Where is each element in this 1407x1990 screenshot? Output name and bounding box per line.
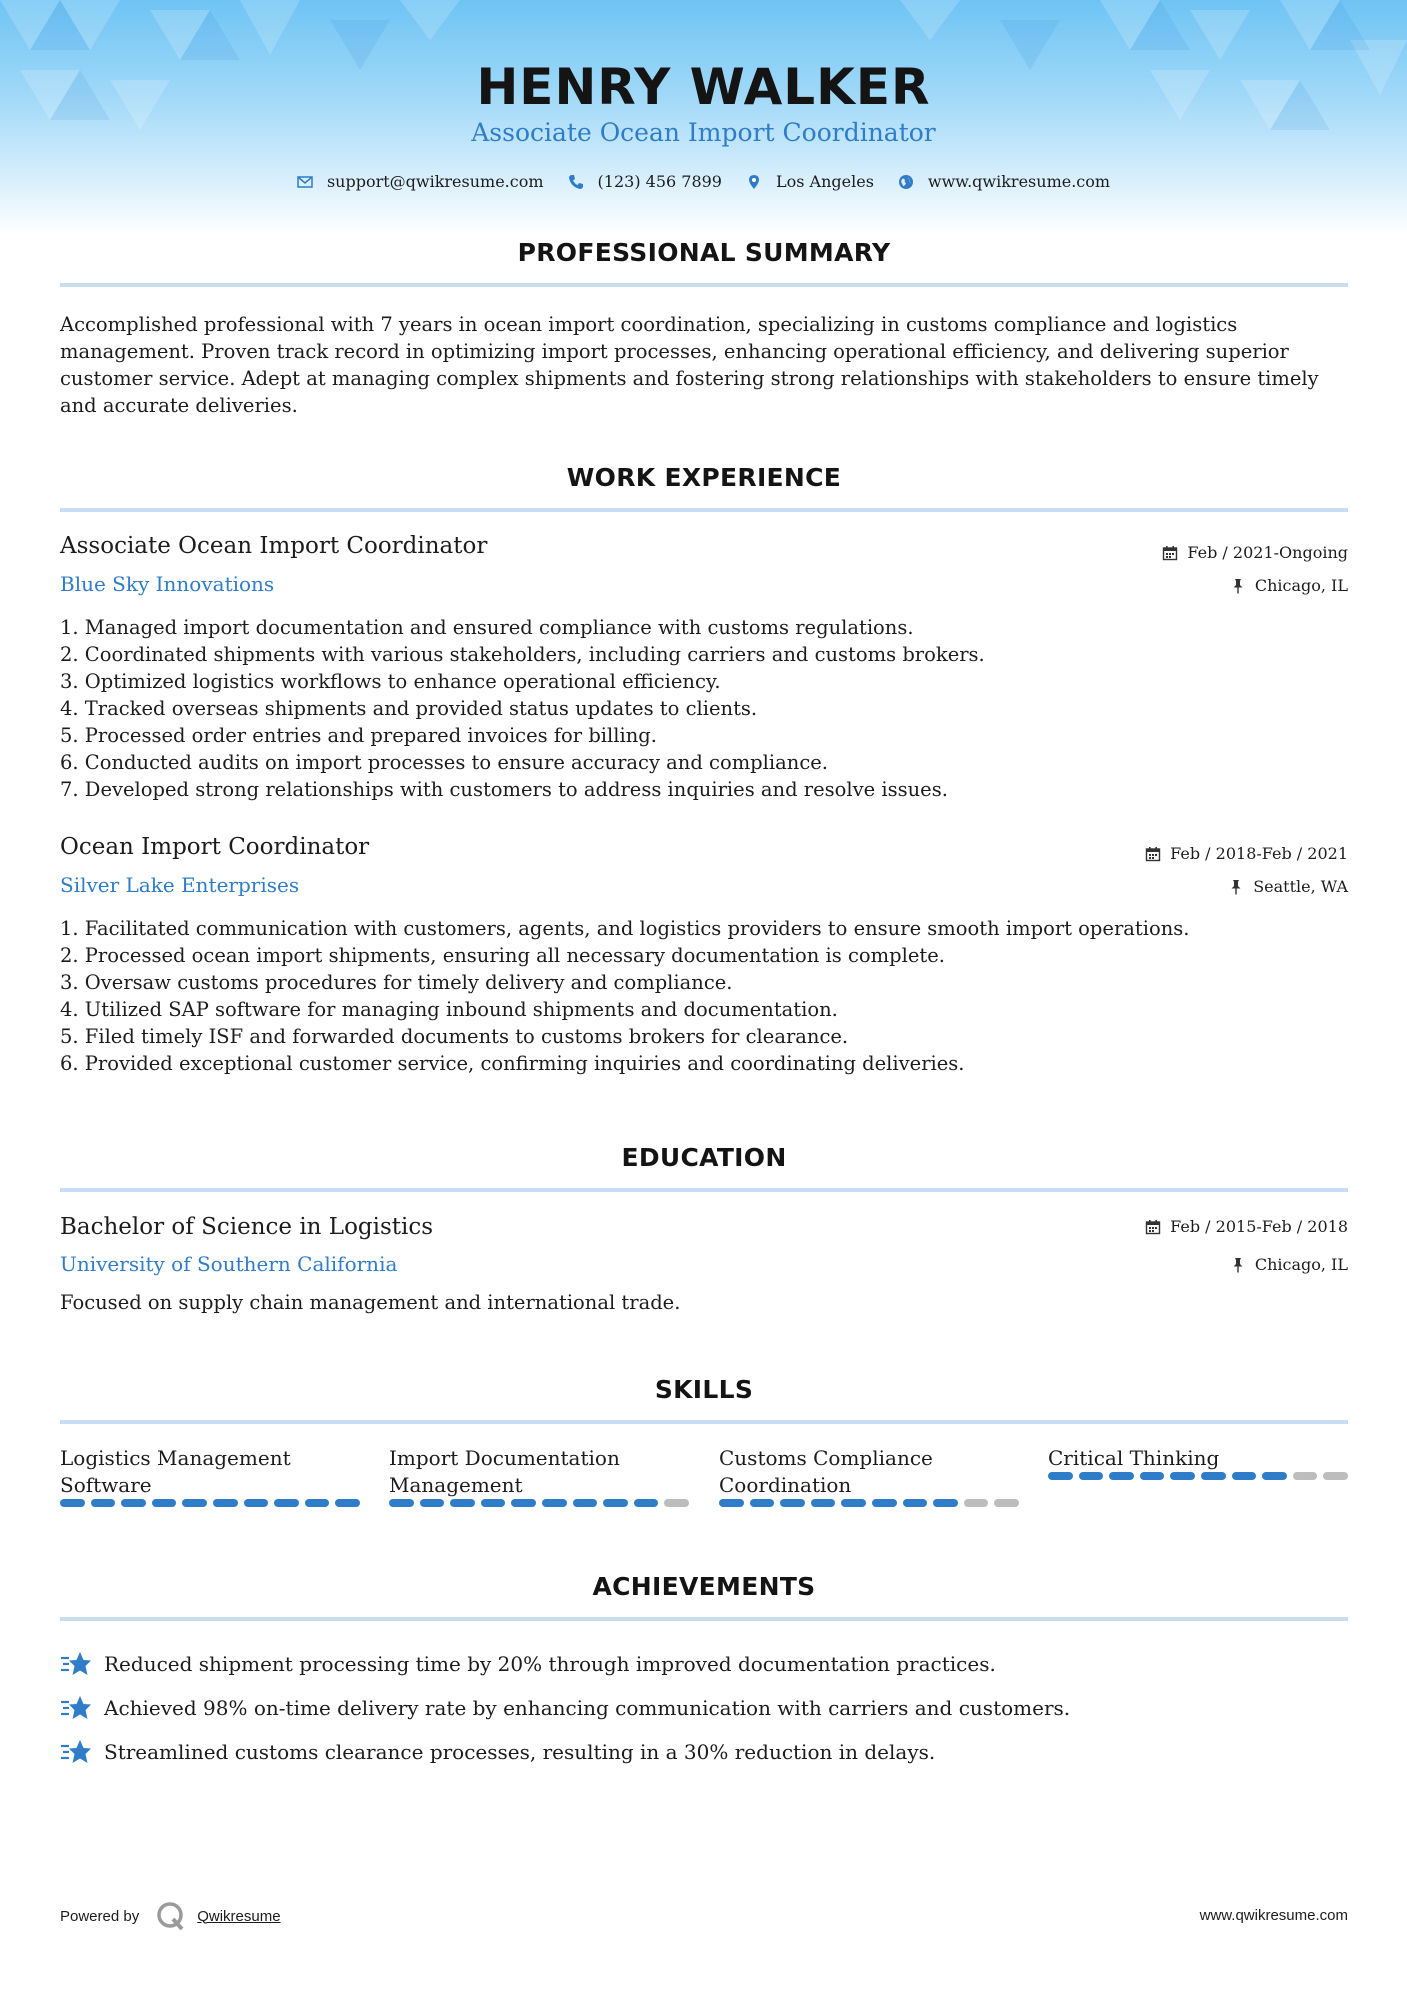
skill-segment-filled [719, 1499, 744, 1507]
duty-item: 5. Processed order entries and prepared invoices for billing. [60, 724, 657, 747]
achievement-text: Streamlined customs clearance processes, resulting in a 30% reduction in delays. [104, 1740, 936, 1764]
duty-item: 4. Utilized SAP software for managing inbound shipments and documentation. [60, 998, 838, 1021]
contact-bar [0, 172, 1407, 191]
duty-item: 2. Coordinated shipments with various stakeholders, including carriers and customs brokers. [60, 643, 985, 666]
skill-segment-filled [121, 1499, 146, 1507]
skill-label [719, 1445, 1019, 1499]
globe-icon [898, 174, 914, 190]
skill-item [60, 1445, 360, 1507]
job-dates-text: Feb / 2021-Ongoing [1187, 543, 1348, 562]
footer-powered-by [60, 1900, 281, 1932]
skill-segment-filled [573, 1499, 598, 1507]
skill-label [60, 1445, 360, 1499]
contact-email-text: support@qwikresume.com [326, 172, 544, 191]
education-description: Focused on supply chain management and international trade. [60, 1291, 681, 1314]
duty-item: 6. Conducted audits on import processes to ensure accuracy and compliance. [60, 751, 828, 774]
calendar-icon [1145, 1219, 1161, 1235]
experience-divider [60, 508, 1348, 512]
skill-segment-filled [389, 1499, 414, 1507]
job-duties-1 [60, 614, 985, 803]
job-location-text: Chicago, IL [1254, 576, 1348, 595]
calendar-icon [1145, 846, 1161, 862]
pushpin-icon [1228, 879, 1244, 895]
skill-label-line: Import Documentation [389, 1446, 620, 1470]
achievements-divider [60, 1617, 1348, 1621]
contact-website[interactable] [898, 172, 1110, 191]
skill-level-bar [389, 1499, 689, 1507]
job-dates-text: Feb / 2018-Feb / 2021 [1170, 844, 1348, 863]
job-location-text: Seattle, WA [1253, 877, 1348, 896]
skill-level-bar [1048, 1472, 1348, 1480]
education-divider [60, 1188, 1348, 1192]
skill-segment-filled [634, 1499, 659, 1507]
duty-item: 5. Filed timely ISF and forwarded documents to customs brokers for clearance. [60, 1025, 849, 1048]
skill-segment-filled [872, 1499, 897, 1507]
duty-item: 3. Oversaw customs procedures for timely delivery and compliance. [60, 971, 733, 994]
skill-segment-filled [152, 1499, 177, 1507]
skill-segment-filled [542, 1499, 567, 1507]
summary-line: and accurate deliveries. [60, 394, 298, 417]
skill-segment-filled [420, 1499, 445, 1507]
skill-segment-filled [1170, 1472, 1195, 1480]
skill-label-line: Management [389, 1473, 523, 1497]
contact-phone[interactable] [568, 172, 722, 191]
skill-segment-filled [244, 1499, 269, 1507]
job-title-2: Ocean Import Coordinator [60, 834, 370, 860]
skill-label [1048, 1445, 1348, 1472]
school-name: University of Southern California [60, 1252, 398, 1276]
contact-email[interactable] [297, 172, 544, 191]
summary-divider [60, 283, 1348, 287]
skill-segment-filled [274, 1499, 299, 1507]
achievement-item [60, 1686, 1070, 1730]
summary-line: customer service. Adept at managing complex shipments and fostering strong relationships with stakeholders to ensure timely [60, 367, 1319, 390]
duty-item: 2. Processed ocean import shipments, ensuring all necessary documentation is complete. [60, 944, 945, 967]
pushpin-icon [1230, 1257, 1246, 1273]
skill-level-bar [60, 1499, 360, 1507]
duty-item: 7. Developed strong relationships with customers to address inquiries and resolve issues. [60, 778, 948, 801]
contact-location-text: Los Angeles [775, 172, 874, 191]
skill-segment-filled [305, 1499, 330, 1507]
star-icon [60, 1694, 92, 1722]
skill-segment-filled [750, 1499, 775, 1507]
footer-website[interactable]: www.qwikresume.com [1199, 1907, 1348, 1924]
achievements-list [60, 1642, 1070, 1774]
qwikresume-logo-icon [155, 1900, 187, 1932]
skill-label-line: Logistics Management [60, 1446, 291, 1470]
achievements-heading: ACHIEVEMENTS [592, 1572, 816, 1601]
summary-line: management. Proven track record in optimizing import processes, enhancing operational efficiency, and delivering superior [60, 340, 1289, 363]
envelope-icon [297, 174, 313, 190]
job-location-2 [1228, 877, 1348, 896]
skill-segment-empty [994, 1499, 1019, 1507]
skill-label-line: Coordination [719, 1473, 852, 1497]
skills-grid [60, 1445, 1350, 1525]
qwikresume-link[interactable]: Qwikresume [197, 1907, 281, 1925]
skill-segment-filled [933, 1499, 958, 1507]
skill-item [719, 1445, 1019, 1507]
skill-segment-filled [1079, 1472, 1104, 1480]
skill-segment-empty [964, 1499, 989, 1507]
duty-item: 3. Optimized logistics workflows to enhance operational efficiency. [60, 670, 721, 693]
skill-segment-empty [1323, 1472, 1348, 1480]
skill-segment-empty [664, 1499, 689, 1507]
skill-segment-filled [1201, 1472, 1226, 1480]
skill-label [389, 1445, 689, 1499]
job-company-1: Blue Sky Innovations [60, 572, 275, 596]
skill-segment-filled [1262, 1472, 1287, 1480]
experience-heading: WORK EXPERIENCE [566, 463, 842, 492]
education-location [1230, 1255, 1348, 1274]
skill-level-bar [719, 1499, 1019, 1507]
contact-phone-text: (123) 456 7899 [597, 172, 722, 191]
contact-website-text: www.qwikresume.com [927, 172, 1111, 191]
candidate-name: HENRY WALKER [476, 58, 931, 116]
skill-segment-filled [91, 1499, 116, 1507]
achievement-item [60, 1730, 1070, 1774]
education-dates [1145, 1217, 1348, 1236]
skill-segment-filled [811, 1499, 836, 1507]
duty-item: 6. Provided exceptional customer service, confirming inquiries and coordinating deliveries. [60, 1052, 965, 1075]
summary-text [60, 311, 1350, 419]
skill-label-line: Customs Compliance [719, 1446, 933, 1470]
duty-item: 1. Facilitated communication with customers, agents, and logistics providers to ensure smooth import operations. [60, 917, 1190, 940]
skill-label-line: Software [60, 1473, 152, 1497]
achievement-item [60, 1642, 1070, 1686]
skill-item [1048, 1445, 1348, 1480]
summary-line: Accomplished professional with 7 years in ocean import coordination, specializing in customs compliance and logistics [60, 313, 1238, 336]
job-dates-2 [1145, 844, 1348, 863]
skill-segment-filled [450, 1499, 475, 1507]
achievement-text: Reduced shipment processing time by 20% through improved documentation practices. [104, 1652, 996, 1676]
skill-segment-filled [603, 1499, 628, 1507]
summary-heading: PROFESSIONAL SUMMARY [517, 238, 891, 267]
skill-segment-filled [182, 1499, 207, 1507]
skill-segment-filled [903, 1499, 928, 1507]
education-dates-text: Feb / 2015-Feb / 2018 [1170, 1217, 1348, 1236]
skill-segment-filled [60, 1499, 85, 1507]
skill-segment-filled [1232, 1472, 1257, 1480]
contact-location [746, 172, 874, 191]
skills-divider [60, 1420, 1348, 1424]
skill-label-line: Critical Thinking [1048, 1446, 1220, 1470]
skill-segment-filled [1109, 1472, 1134, 1480]
skill-segment-filled [511, 1499, 536, 1507]
phone-icon [568, 174, 584, 190]
calendar-icon [1162, 545, 1178, 561]
skills-heading: SKILLS [654, 1375, 754, 1404]
skill-segment-filled [780, 1499, 805, 1507]
education-heading: EDUCATION [621, 1143, 787, 1172]
skill-segment-filled [213, 1499, 238, 1507]
job-company-2: Silver Lake Enterprises [60, 873, 300, 897]
skill-segment-empty [1293, 1472, 1318, 1480]
skill-segment-filled [335, 1499, 360, 1507]
degree-title: Bachelor of Science in Logistics [60, 1214, 434, 1240]
job-duties-2 [60, 915, 1189, 1077]
job-dates-1 [1162, 543, 1348, 562]
achievement-text: Achieved 98% on-time delivery rate by enhancing communication with carriers and customers. [104, 1696, 1071, 1720]
star-icon [60, 1650, 92, 1678]
duty-item: 4. Tracked overseas shipments and provided status updates to clients. [60, 697, 758, 720]
powered-by-label: Powered by [60, 1907, 140, 1925]
star-icon [60, 1738, 92, 1766]
education-location-text: Chicago, IL [1254, 1255, 1348, 1274]
skill-segment-filled [841, 1499, 866, 1507]
candidate-title: Associate Ocean Import Coordinator [471, 118, 936, 147]
skill-segment-filled [1140, 1472, 1165, 1480]
skill-segment-filled [1048, 1472, 1073, 1480]
job-title-1: Associate Ocean Import Coordinator [60, 533, 488, 559]
job-location-1 [1230, 576, 1348, 595]
duty-item: 1. Managed import documentation and ensured compliance with customs regulations. [60, 616, 914, 639]
map-marker-icon [746, 174, 762, 190]
skill-item [389, 1445, 689, 1507]
pushpin-icon [1230, 578, 1246, 594]
skill-segment-filled [481, 1499, 506, 1507]
